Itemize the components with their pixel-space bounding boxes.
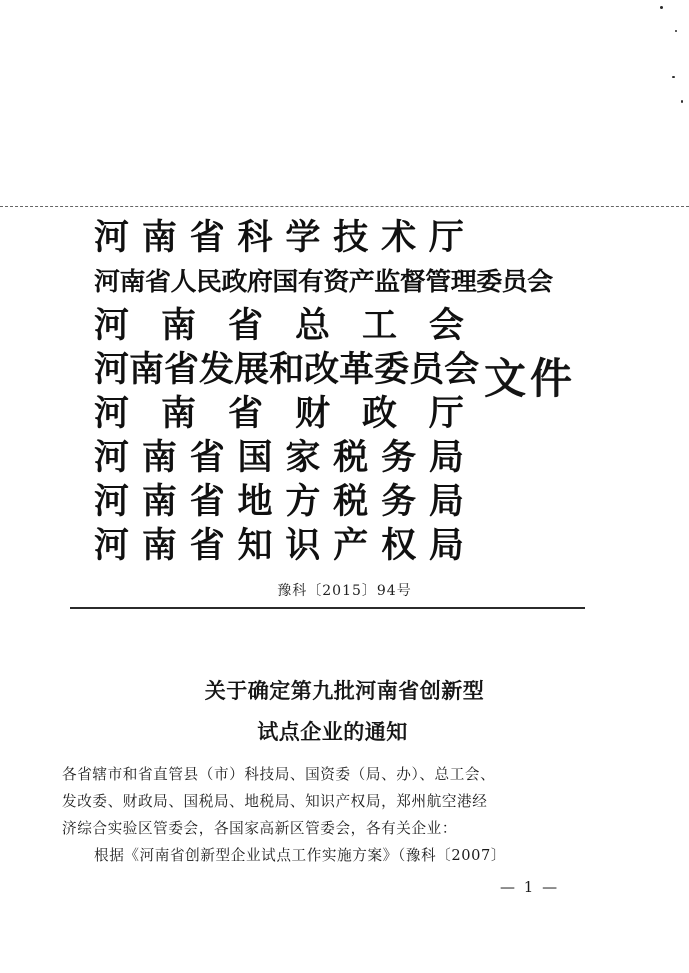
issuer-char: 总 <box>294 306 330 346</box>
issuer-char: 厅 <box>428 394 464 434</box>
issuer-char: 会 <box>428 306 464 346</box>
issuer-char: 科 <box>237 218 273 258</box>
issuer-char: 务 <box>381 438 417 478</box>
issuer-char: 改 <box>304 350 340 390</box>
page-number: — 1 — <box>500 878 560 896</box>
issuer-char: 国 <box>237 438 273 478</box>
issuer-char: 地 <box>237 482 273 522</box>
body-line-2: 发改委、财政局、国税局、地税局、知识产权局，郑州航空港经 <box>62 793 488 810</box>
issuer-char: 财 <box>294 394 330 434</box>
issuer-char: 南 <box>141 218 177 258</box>
issuer-char: 员 <box>409 350 445 390</box>
issuer-char: 省 <box>227 306 263 346</box>
issuer-char: 学 <box>285 218 321 258</box>
fold-line <box>0 206 689 207</box>
scan-speck <box>672 76 675 78</box>
issuer-name <box>94 392 464 436</box>
issuer-char: 工 <box>361 306 397 346</box>
scan-speck <box>681 100 683 103</box>
issuer-char: 省 <box>189 482 225 522</box>
issuer-char: 局 <box>428 438 464 478</box>
issuer-char: 委 <box>374 350 410 390</box>
issuer-char: 家 <box>285 438 321 478</box>
issuer-char: 河 <box>94 350 130 390</box>
issuer-char: 务 <box>381 482 417 522</box>
issuer-char: 南 <box>141 438 177 478</box>
issuer-char: 河 <box>94 438 130 478</box>
document-title-line-2: 试点企业的通知 <box>257 720 408 744</box>
issuer-char: 河 <box>94 306 130 346</box>
issuer-char: 政 <box>361 394 397 434</box>
issuer-name <box>94 304 464 348</box>
issuer-char: 税 <box>333 482 369 522</box>
issuer-char: 河 <box>94 482 130 522</box>
issuer-char: 权 <box>381 526 417 566</box>
issuer-char: 南 <box>160 306 196 346</box>
issuer-char: 河 <box>94 218 130 258</box>
issuer-char: 术 <box>381 218 417 258</box>
issuer-name <box>94 436 464 480</box>
issuer-char: 技 <box>333 218 369 258</box>
issuer-char: 南 <box>129 350 165 390</box>
issuer-char: 方 <box>285 482 321 522</box>
issuer-name <box>94 480 464 524</box>
body-line-3: 济综合实验区管委会，各国家高新区管委会，各有关企业： <box>62 820 458 837</box>
issuer-char: 厅 <box>428 218 464 258</box>
issuer-char: 南 <box>160 394 196 434</box>
scan-speck <box>675 30 677 32</box>
issuer-char: 识 <box>285 526 321 566</box>
issuer-char: 省 <box>189 218 225 258</box>
issuer-name <box>94 348 480 392</box>
issuer-char: 产 <box>333 526 369 566</box>
issuer-char: 南 <box>141 526 177 566</box>
issuer-name <box>94 216 464 260</box>
issuer-char: 知 <box>237 526 273 566</box>
issuer-char: 局 <box>428 526 464 566</box>
issuer-name <box>94 260 553 304</box>
issuer-char: 省 <box>189 526 225 566</box>
issuer-char: 省 <box>189 438 225 478</box>
issuer-char: 发 <box>199 350 235 390</box>
issuer-char: 南 <box>141 482 177 522</box>
scan-speck <box>660 6 663 9</box>
issuer-char: 展 <box>234 350 270 390</box>
issuer-char: 河 <box>94 394 130 434</box>
issuer-char: 和 <box>269 350 305 390</box>
issuer-char: 革 <box>339 350 375 390</box>
issuer-char: 省 <box>227 394 263 434</box>
document-number: 豫科〔2015〕94号 <box>277 583 412 599</box>
issuer-char: 河 <box>94 526 130 566</box>
issuer-char: 税 <box>333 438 369 478</box>
issuer-char: 局 <box>428 482 464 522</box>
issuer-char: 会 <box>444 350 480 390</box>
body-line-4: 根据《河南省创新型企业试点工作实施方案》（豫科〔2007〕 <box>94 847 507 864</box>
body-line-1: 各省辖市和省直管县（市）科技局、国资委（局、办）、总工会、 <box>62 766 496 783</box>
issuer-char: 省 <box>164 350 200 390</box>
document-suffix: 文件 <box>484 354 577 403</box>
issuer-char: 河南省人民政府国有资产监督管理委员会 <box>94 267 553 296</box>
issuer-name <box>94 524 464 568</box>
document-title-line-1: 关于确定第九批河南省创新型 <box>204 679 485 703</box>
separator-rule <box>70 607 585 609</box>
